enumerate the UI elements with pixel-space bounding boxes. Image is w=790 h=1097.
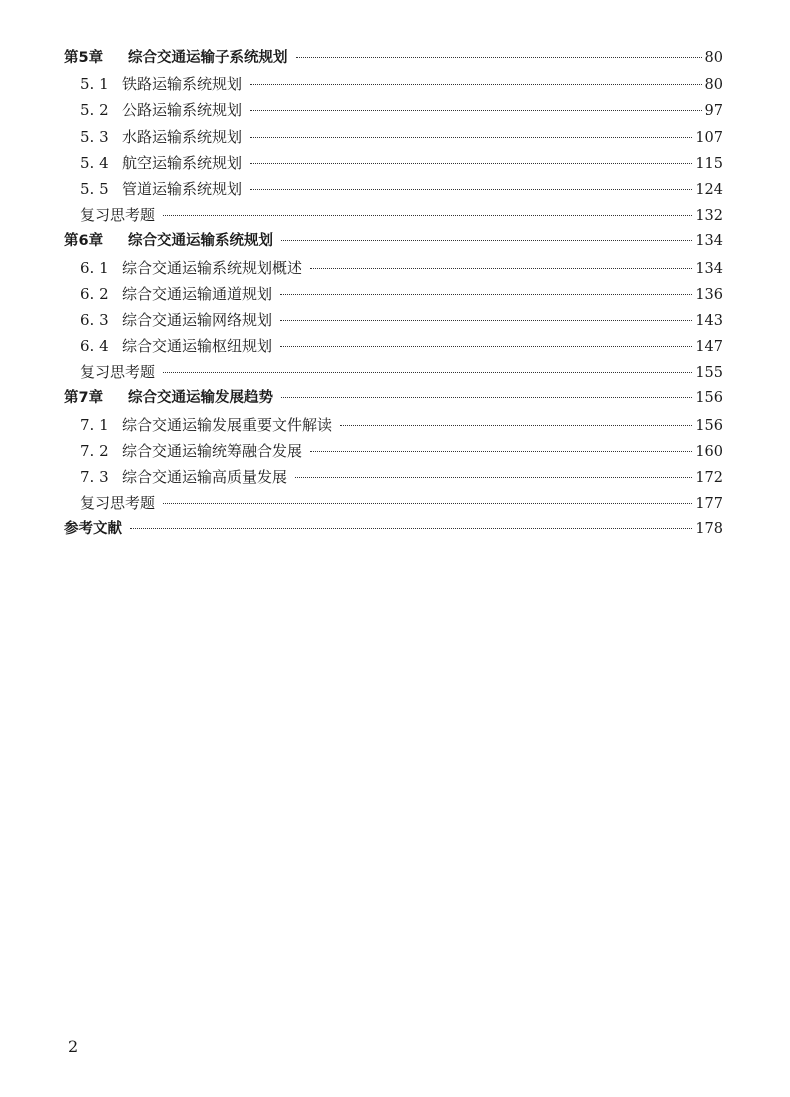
dot-leader <box>340 425 692 426</box>
toc-entry-number: 5. 3 <box>80 127 109 146</box>
toc-entry-title: 综合交通运输子系统规划 <box>128 50 288 66</box>
toc-entry-section[interactable] <box>64 150 723 176</box>
toc-entry-section[interactable] <box>64 464 723 490</box>
dot-leader <box>280 346 692 347</box>
toc-entry-section[interactable] <box>64 124 723 150</box>
toc-entry-title: 综合交通运输发展趋势 <box>128 390 273 407</box>
dot-leader <box>250 110 702 111</box>
dot-leader <box>163 372 692 373</box>
page-number: 2 <box>68 1037 79 1056</box>
toc-entry-title: 复习思考题 <box>80 363 156 382</box>
toc-entry-section[interactable] <box>64 438 723 464</box>
toc-entry-title: 综合交通运输发展重要文件解读 <box>122 415 333 434</box>
toc-entry-title: 综合交通运输枢纽规划 <box>122 337 273 356</box>
toc-entry-page: 178 <box>695 521 723 538</box>
toc-entry-review[interactable] <box>64 359 723 385</box>
toc-entry-number: 6. 4 <box>80 337 109 356</box>
toc-entry-title: 管道运输系统规划 <box>122 179 243 198</box>
toc-entry-title: 综合交通运输统筹融合发展 <box>122 441 303 460</box>
toc-entry-title: 铁路运输系统规划 <box>122 75 243 94</box>
dot-leader <box>295 477 692 478</box>
toc-entry-section[interactable] <box>64 281 723 307</box>
toc-entry-section[interactable] <box>64 333 723 359</box>
toc-entry-section[interactable] <box>64 97 723 123</box>
toc-entry-title: 综合交通运输系统规划 <box>128 233 273 250</box>
toc-entry-page: 177 <box>695 496 723 513</box>
toc-entry-page: 147 <box>695 339 723 356</box>
toc-entry-page: 156 <box>695 417 723 434</box>
toc-entry-number: 7. 2 <box>80 441 109 460</box>
toc-entry-number: 第7章 <box>64 390 104 407</box>
toc-entry-number: 7. 3 <box>80 468 109 486</box>
toc-entry-title: 公路运输系统规划 <box>122 101 243 120</box>
dot-leader <box>163 215 692 216</box>
toc-entry-title: 复习思考题 <box>80 206 156 225</box>
toc-entry-section[interactable] <box>64 71 723 97</box>
toc-entry-number: 5. 4 <box>80 153 109 172</box>
toc-entry-page: 134 <box>695 233 723 250</box>
table-of-contents <box>64 45 723 543</box>
dot-leader <box>280 294 692 295</box>
toc-entry-number: 5. 5 <box>80 179 109 198</box>
toc-entry-title: 综合交通运输系统规划概述 <box>122 258 303 277</box>
toc-entry-page: 155 <box>695 365 723 382</box>
toc-entry-title: 综合交通运输网络规划 <box>122 310 273 329</box>
dot-leader <box>281 240 692 241</box>
toc-entry-page: 115 <box>695 155 723 172</box>
toc-entry-page: 134 <box>695 260 723 277</box>
toc-entry-number: 7. 1 <box>80 415 109 434</box>
toc-entry-refs[interactable] <box>64 516 723 542</box>
toc-entry-review[interactable] <box>64 202 723 228</box>
toc-entry-page: 136 <box>695 286 723 303</box>
dot-leader <box>280 320 692 321</box>
toc-entry-section[interactable] <box>64 255 723 281</box>
toc-entry-page: 80 <box>704 77 723 94</box>
toc-entry-page: 97 <box>704 103 723 120</box>
toc-entry-page: 172 <box>695 470 723 486</box>
toc-entry-page: 143 <box>695 312 723 329</box>
toc-entry-page: 156 <box>695 390 723 407</box>
toc-entry-title: 水路运输系统规划 <box>122 127 243 146</box>
toc-entry-page: 80 <box>704 50 723 66</box>
toc-entry-number: 6. 1 <box>80 258 109 277</box>
toc-entry-section[interactable] <box>64 176 723 202</box>
toc-entry-number: 6. 2 <box>80 284 109 303</box>
toc-entry-chapter[interactable] <box>64 228 723 254</box>
dot-leader <box>310 268 692 269</box>
toc-entry-title: 参考文献 <box>64 521 122 538</box>
toc-entry-page: 160 <box>695 443 723 460</box>
toc-entry-chapter[interactable] <box>64 385 723 411</box>
toc-entry-page: 132 <box>695 208 723 225</box>
toc-entry-number: 5. 1 <box>80 75 109 94</box>
dot-leader <box>130 528 692 529</box>
dot-leader <box>296 57 702 58</box>
toc-entry-page: 107 <box>695 129 723 146</box>
dot-leader <box>250 84 702 85</box>
toc-entry-page: 124 <box>695 181 723 198</box>
toc-entry-section[interactable] <box>64 412 723 438</box>
toc-entry-title: 综合交通运输通道规划 <box>122 284 273 303</box>
toc-entry-title: 航空运输系统规划 <box>122 153 243 172</box>
toc-entry-title: 复习思考题 <box>80 494 156 513</box>
toc-entry-number: 第6章 <box>64 233 104 250</box>
toc-entry-review[interactable] <box>64 490 723 516</box>
toc-entry-number: 6. 3 <box>80 310 109 329</box>
dot-leader <box>310 451 692 452</box>
toc-entry-number: 第5章 <box>64 50 104 66</box>
dot-leader <box>281 397 692 398</box>
toc-entry-section[interactable] <box>64 307 723 333</box>
toc-entry-number: 5. 2 <box>80 101 109 120</box>
dot-leader <box>163 503 692 504</box>
dot-leader <box>250 137 692 138</box>
toc-entry-title: 综合交通运输高质量发展 <box>122 468 288 486</box>
toc-entry-chapter[interactable] <box>64 45 723 71</box>
dot-leader <box>250 163 692 164</box>
dot-leader <box>250 189 692 190</box>
